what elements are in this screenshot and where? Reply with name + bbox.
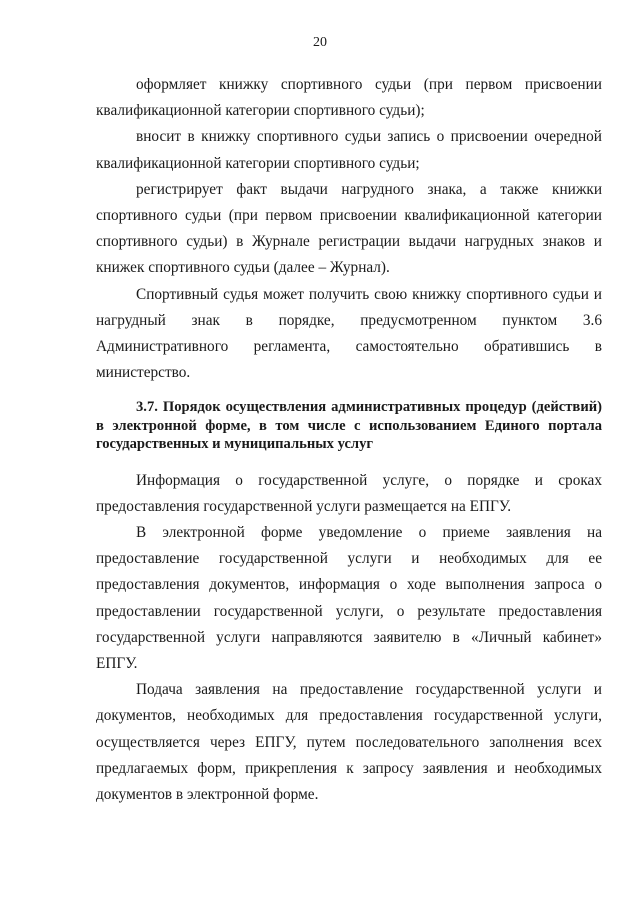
paragraph: Подача заявления на предоставление государственной услуги и документов, необходимых для предоставления государственной услуги, осуществляется через ЕПГУ, путем последовательного заполнения всех предлагаемых форм, прикрепления к запросу заявления и необходимых документов в электронной форме.	[96, 681, 602, 804]
paragraph: оформляет книжку спортивного судьи (при первом присвоении квалификационной категории спортивного судьи);	[96, 76, 602, 120]
paragraph: Информация о государственной услуге, о порядке и сроках предоставления государственной услуги размещается на ЕПГУ.	[96, 471, 602, 515]
paragraph: вносит в книжку спортивного судьи запись о присвоении очередной квалификационной категории спортивного судьи;	[96, 128, 602, 172]
paragraph: Спортивный судья может получить свою книжку спортивного судьи и нагрудный знак в порядке, предусмотренном пунктом 3.6 Административного регламента, самостоятельно обратившись в министерство.	[96, 285, 602, 382]
page-number: 20	[313, 35, 327, 50]
paragraph: В электронной форме уведомление о приеме заявления на предоставление государственной услуги и необходимых для ее предоставления документов, информация о ходе выполнения запроса о предоставлении государственной услуги, о результате предоставления государственной услуги направляются заявителю в «Личный кабинет» ЕПГУ.	[96, 524, 602, 673]
paragraph: регистрирует факт выдачи нагрудного знака, а также книжки спортивного судьи (при первом присвоении квалификационной категории спортивного судьи) в Журнале регистрации выдачи нагрудных знаков и книжек спортивного судьи (далее – Журнал).	[96, 180, 602, 277]
section-heading: 3.7. Порядок осуществления административных процедур (действий) в электронной форме, в том числе с использованием Единого портала государственных и муниципальных услуг	[96, 399, 602, 453]
document-body	[96, 72, 602, 808]
